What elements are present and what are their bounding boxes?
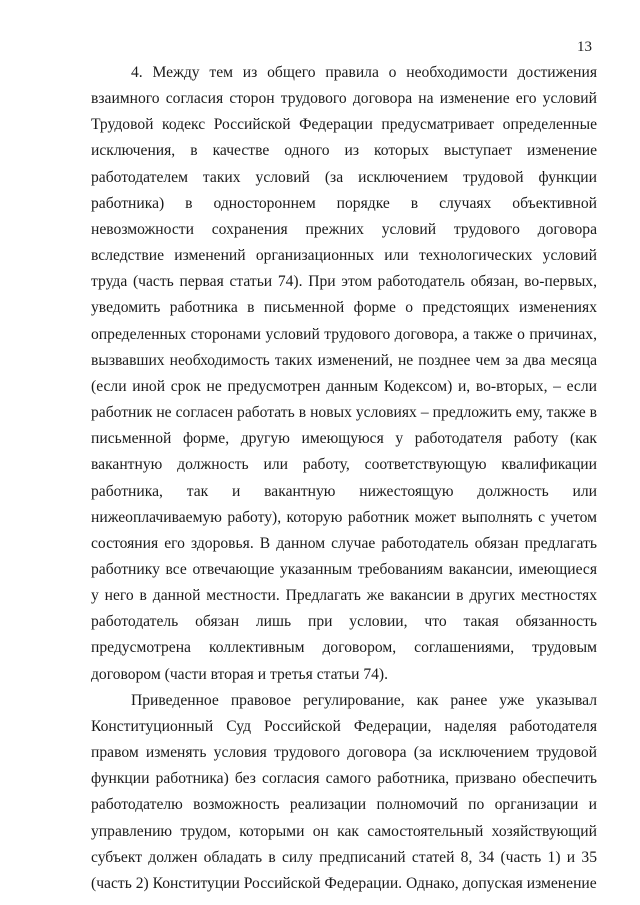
document-body	[91, 60, 597, 897]
paragraph-1: 4. Между тем из общего правила о необходимости достижения взаимного согласия сторон трудового договора на изменение его условий Трудовой кодекс Российской Федерации предусматривает определенные исключения, в качестве одного из которых выступает изменение работодателем таких условий (за исключением трудовой функции работника) в одностороннем порядке в случаях объективной невозможности сохранения прежних условий трудового договора вследствие изменений организационных или технологических условий труда (часть первая статьи 74). При этом работодатель обязан, во-первых, уведомить работника в письменной форме о предстоящих изменениях определенных сторонами условий трудового договора, а также о причинах, вызвавших необходимость таких изменений, не позднее чем за два месяца (если иной срок не предусмотрен данным Кодексом) и, во-вторых, – если работник не согласен работать в новых условиях – предложить ему, также в письменной форме, другую имеющуюся у работодателя работу (как вакантную должность или работу, соответствующую квалификации работника, так и вакантную нижестоящую должность или нижеоплачиваемую работу), которую работник может выполнять с учетом состояния его здоровья. В данном случае работодатель обязан предлагать работнику все отвечающие указанным требованиям вакансии, имеющиеся у него в данной местности. Предлагать же вакансии в других местностях работодатель обязан лишь при условии, что такая обязанность предусмотрена коллективным договором, соглашениями, трудовым договором (части вторая и третья статьи 74).	[91, 64, 597, 683]
paragraph-2: Приведенное правовое регулирование, как ранее уже указывал Конституционный Суд Российской Федерации, наделяя работодателя правом изменять условия трудового договора (за исключением трудовой функции работника) без согласия самого работника, призвано обеспечить работодателю возможность реализации полномочий по организации и управлению трудом, которыми он как самостоятельный хозяйствующий субъект должен обладать в силу предписаний статей 8, 34 (часть 1) и 35 (часть 2) Конституции Российской Федерации. Однако, допуская изменение	[91, 691, 597, 892]
page-number: 13	[577, 39, 592, 55]
